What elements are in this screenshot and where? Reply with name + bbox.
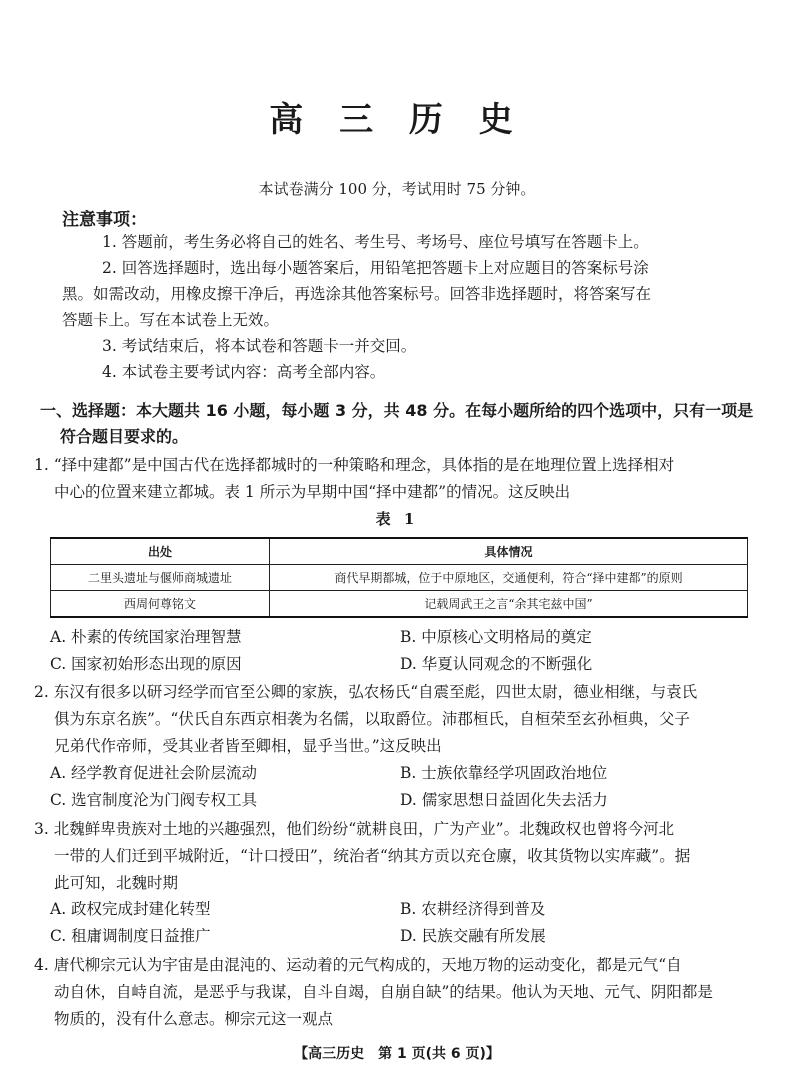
- option-b: B. 农耕经济得到普及: [400, 900, 546, 918]
- page-title: 高 三 历 史: [269, 100, 525, 140]
- section-heading: 一、选择题：本大题共 16 小题，每小题 3 分，共 48 分。在每小题所给的四个选项中，只有一项是 符合题目要求的。: [40, 401, 754, 446]
- table-caption: 表 1: [375, 510, 419, 528]
- notice-item: 1. 答题前，考生务必将自己的姓名、考生号、考场号、座位号填写在答题卡上。: [102, 233, 649, 251]
- table-row: [51, 565, 748, 591]
- table-header: 出处: [51, 538, 270, 565]
- notice-item: 4. 本试卷主要考试内容：高考全部内容。: [102, 363, 386, 381]
- table-header-row: [51, 538, 748, 565]
- question-1: 1. “择中建都”是中国古代在选择都城时的一种策略和理念，具体指的是在地理位置上选择相对 中心的位置来建立都城。表 1 所示为早期中国“择中建都”的情况。这反映出: [34, 456, 675, 501]
- option-d: D. 民族交融有所发展: [400, 927, 546, 945]
- table-row: [51, 591, 748, 618]
- source-table: [50, 537, 748, 618]
- option-b: B. 中原核心文明格局的奠定: [400, 628, 592, 646]
- question-2: 2. 东汉有很多以研习经学而官至公卿的家族，弘农杨氏“自震至彪，四世太尉，德业相继，与袁氏 俱为东京名族”。“伏氏自东西京相袭为名儒，以取爵位。沛郡桓氏，自桓荣至玄孙桓典，父子 兄弟代作帝师，受其业者皆至卿相，显乎当世。”这反映出: [34, 683, 698, 755]
- question-1-options: [50, 624, 750, 678]
- table-cell: 记载周武王之言“余其宅兹中国”: [270, 591, 748, 618]
- page-footer: 【高三历史 第 1 页(共 6 页)】: [294, 1046, 500, 1062]
- option-d: D. 儒家思想日益固化失去活力: [400, 791, 608, 809]
- option-c: C. 国家初始形态出现的原因: [50, 655, 242, 673]
- question-3: 3. 北魏鲜卑贵族对土地的兴趣强烈，他们纷纷“就耕良田，广为产业”。北魏政权也曾将今河北 一带的人们迁到平城附近，“计口授田”，统治者“纳其方贡以充仓廪，收其货物以实库藏”。据 此可知，北魏时期: [34, 820, 691, 892]
- table-cell: 二里头遗址与偃师商城遗址: [51, 565, 270, 591]
- question-4: 4. 唐代柳宗元认为宇宙是由混沌的、运动着的元气构成的，天地万物的运动变化，都是元气“自 动自休，自峙自流，是恶乎与我谋，自斗自竭，自崩自缺”的结果。他认为天地、元气、阴阳都是 物质的，没有什么意志。柳宗元这一观点: [34, 956, 713, 1028]
- notice-list: [62, 229, 722, 385]
- notice-item-cont: 答题卡上。写在本试卷上无效。: [62, 311, 280, 329]
- notice-heading: 注意事项：: [62, 210, 147, 230]
- notice-item-cont: 黑。如需改动，用橡皮擦干净后，再选涂其他答案标号。回答非选择题时，将答案写在: [62, 285, 652, 303]
- table-header: 具体情况: [270, 538, 748, 565]
- table-cell: 商代早期都城，位于中原地区，交通便利，符合“择中建都”的原则: [270, 565, 748, 591]
- option-d: D. 华夏认同观念的不断强化: [400, 655, 593, 673]
- option-c: C. 租庸调制度日益推广: [50, 927, 211, 945]
- option-c: C. 选官制度沦为门阀专权工具: [50, 791, 258, 809]
- notice-item: 2. 回答选择题时，选出每小题答案后，用铅笔把答题卡上对应题目的答案标号涂: [102, 259, 649, 277]
- option-a: A. 经学教育促进社会阶层流动: [50, 764, 258, 782]
- notice-item: 3. 考试结束后，将本试卷和答题卡一并交回。: [102, 337, 417, 355]
- option-a: A. 政权完成封建化转型: [50, 900, 211, 918]
- question-3-options: [50, 896, 750, 950]
- option-a: A. 朴素的传统国家治理智慧: [50, 628, 242, 646]
- option-b: B. 士族依靠经学巩固政治地位: [400, 764, 608, 782]
- table-cell: 西周何尊铭文: [51, 591, 270, 618]
- exam-info: 本试卷满分 100 分，考试用时 75 分钟。: [258, 180, 536, 198]
- question-2-options: [50, 760, 750, 814]
